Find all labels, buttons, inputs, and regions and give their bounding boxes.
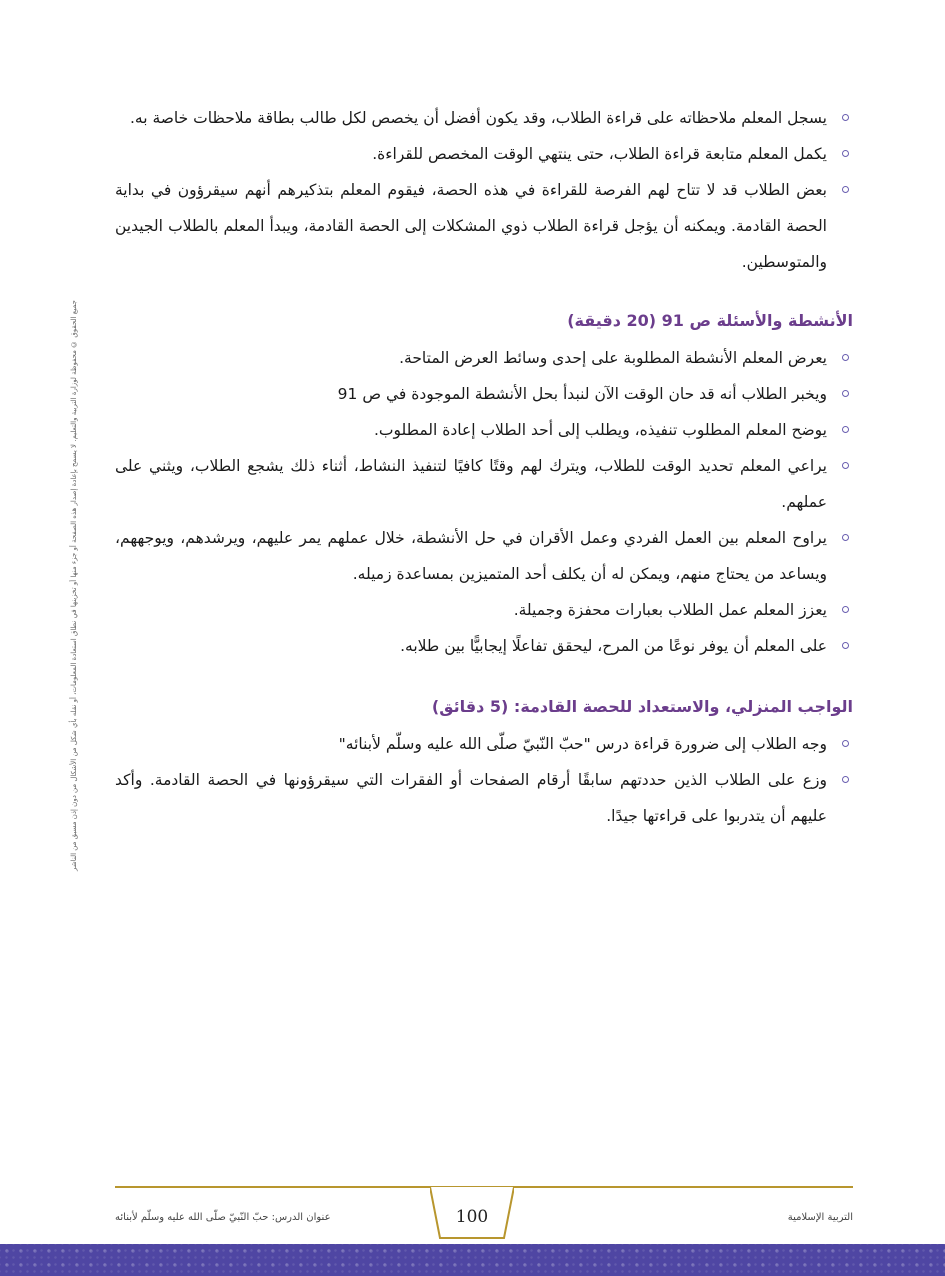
bullet-icon (842, 114, 849, 121)
bullet-icon (842, 426, 849, 433)
footer-subject: التربية الإسلامية (787, 1212, 853, 1223)
list-item-text: ويخبر الطلاب أنه قد حان الوقت الآن لنبدأ بحل الأنشطة الموجودة في ص 91 (337, 385, 827, 403)
bullet-icon (842, 534, 849, 541)
list-item-text: على المعلم أن يوفر نوعًا من المرح، ليحقق تفاعلًا إيجابيًّا بين طلابه. (400, 637, 827, 655)
bullet-icon (842, 462, 849, 469)
list-item-text: يسجل المعلم ملاحظاته على قراءة الطلاب، وقد يكون أفضل أن يخصص لكل طالب بطاقة ملاحظات خاصة به. (129, 109, 827, 127)
list-item (115, 412, 853, 448)
list-item-text: يوضح المعلم المطلوب تنفيذه، ويطلب إلى أحد الطلاب إعادة المطلوب. (373, 421, 827, 439)
bullet-icon (842, 740, 849, 747)
main-content (115, 100, 853, 834)
homework-list (115, 726, 853, 834)
list-item (115, 376, 853, 412)
bullet-icon (842, 186, 849, 193)
list-item (115, 448, 853, 520)
reading-followup-list (115, 100, 853, 280)
list-item (115, 520, 853, 592)
page-number: 100 (455, 1207, 489, 1227)
list-item-text: وزع على الطلاب الذين حددتهم سابقًا أرقام الصفحات أو الفقرات التي سيقرؤونها في الحصة القادمة. وأكد عليهم أن يتدربوا على قراءتها جيدًا. (115, 771, 827, 825)
list-item (115, 340, 853, 376)
copyright-side-note: جميع الحقوق © محفوظة لوزارة التربية والتعليم. لا يسمح بإعادة إصدار هذه الصفحة أو جزء منها أو تخزينها في نطاق استعادة المعلومات، أو نقله بأي شكل من الأشكال من دون إذن مسبق من الناشر (70, 300, 78, 871)
bullet-icon (842, 642, 849, 649)
bullet-icon (842, 150, 849, 157)
list-item (115, 628, 853, 664)
footer-lesson-title: عنوان الدرس: حبّ النّبيّ صلّى الله عليه وسلّم لأبنائه (115, 1212, 331, 1223)
bullet-icon (842, 354, 849, 361)
list-item (115, 726, 853, 762)
list-item-text: وجه الطلاب إلى ضرورة قراءة درس "حبّ النّبيّ صلّى الله عليه وسلّم لأبنائه" (338, 735, 827, 753)
list-item (115, 172, 853, 280)
list-item-text: يراعي المعلم تحديد الوقت للطلاب، ويترك لهم وقتًا كافيًا لتنفيذ النشاط، أثناء ذلك يشجع الطلاب، ويثني على عملهم. (115, 457, 827, 511)
list-item (115, 592, 853, 628)
list-item-text: يعرض المعلم الأنشطة المطلوبة على إحدى وسائط العرض المتاحة. (399, 349, 827, 367)
homework-heading: الواجب المنزلي، والاستعداد للحصة القادمة: (5 دقائق) (431, 697, 853, 716)
activities-heading: الأنشطة والأسئلة ص 91 (20 دقيقة) (567, 311, 853, 330)
bullet-icon (842, 606, 849, 613)
list-item-text: يراوح المعلم بين العمل الفردي وعمل الأقران في حل الأنشطة، خلال عملهم يمر عليهم، ويرشدهم، ويوجههم، ويساعد من يحتاج منهم، ويمكن له أن يكلف أحد المتميزين بمساعدة زميله. (115, 529, 827, 583)
list-item (115, 100, 853, 136)
bullet-icon (842, 776, 849, 783)
activities-list (115, 340, 853, 664)
bullet-icon (842, 390, 849, 397)
list-item-text: يكمل المعلم متابعة قراءة الطلاب، حتى ينتهي الوقت المخصص للقراءة. (372, 145, 827, 163)
list-item (115, 762, 853, 834)
decorative-bottom-band (0, 1244, 945, 1276)
list-item (115, 136, 853, 172)
list-item-text: يعزز المعلم عمل الطلاب بعبارات محفزة وجميلة. (513, 601, 827, 619)
list-item-text: بعض الطلاب قد لا تتاح لهم الفرصة للقراءة في هذه الحصة، فيقوم المعلم بتذكيرهم أنهم سيقرؤون في بداية الحصة القادمة. ويمكنه أن يؤجل قراءة الطلاب ذوي المشكلات إلى الحصة القادمة، ويبدأ المعلم بالطلاب الجيدين والمتوسطين. (115, 181, 827, 271)
